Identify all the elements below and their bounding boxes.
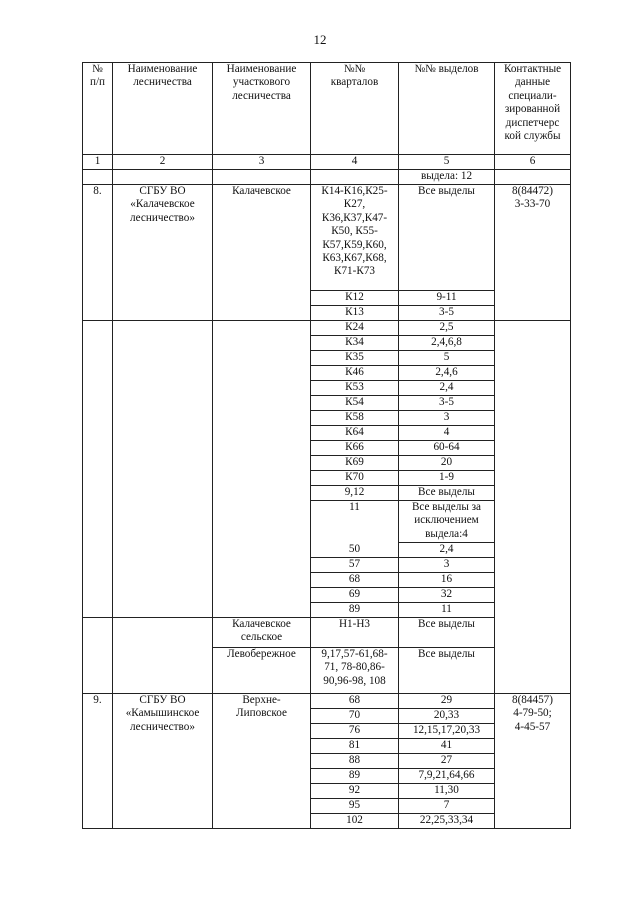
- vydel-cell: Все выделы: [399, 185, 495, 291]
- blank-cell: [83, 321, 113, 618]
- vydel-cell: 16: [399, 573, 495, 588]
- vydel-cell: Все выделы за исключением выдела:4: [399, 501, 495, 543]
- page-number: 12: [313, 32, 327, 47]
- vydel-cell: 11,30: [399, 784, 495, 799]
- quarter-cell: 70: [311, 709, 399, 724]
- vydel-cell: 12,15,17,20,33: [399, 724, 495, 739]
- vydel-cell: 29: [399, 694, 495, 709]
- vydel-cell: 20,33: [399, 709, 495, 724]
- contact-info: 8(84472) 3-33-70: [495, 185, 571, 321]
- vydel-cell: 60-64: [399, 441, 495, 456]
- quarter-cell: К69: [311, 456, 399, 471]
- quarter-cell: Н1-Н3: [311, 618, 399, 648]
- vydel-cell: 7: [399, 799, 495, 814]
- quarter-cell: 9,12: [311, 486, 399, 501]
- header-contacts: Контактные данные специали- зированной диспетчерс кой службы: [495, 63, 571, 155]
- blank-cell: [113, 618, 213, 694]
- blank-cell: [83, 618, 113, 694]
- vydel-cell: 11: [399, 603, 495, 618]
- col-number: 3: [213, 155, 311, 170]
- quarter-cell: 88: [311, 754, 399, 769]
- col-number: 2: [113, 155, 213, 170]
- entry-number: 9.: [83, 694, 113, 829]
- vydel-cell: 2,4: [399, 543, 495, 558]
- vydel-cell: Все выделы: [399, 618, 495, 648]
- quarter-cell: 76: [311, 724, 399, 739]
- header-forestry: Наименование лесничества: [113, 63, 213, 155]
- vydel-cell: 20: [399, 456, 495, 471]
- col-number: 5: [399, 155, 495, 170]
- carry-over-text: выдела: 12: [399, 170, 495, 185]
- vydel-cell: 7,9,21,64,66: [399, 769, 495, 784]
- quarter-cell: К24: [311, 321, 399, 336]
- header-num: № п/п: [83, 63, 113, 155]
- col-number: 1: [83, 155, 113, 170]
- forestry-name: СГБУ ВО «Калачевское лесничество»: [113, 185, 213, 321]
- quarter-cell: К35: [311, 351, 399, 366]
- vydel-cell: 27: [399, 754, 495, 769]
- vydel-cell: 5: [399, 351, 495, 366]
- vydel-cell: 2,4,6: [399, 366, 495, 381]
- vydel-cell: Все выделы: [399, 648, 495, 694]
- quarter-cell: К66: [311, 441, 399, 456]
- district-name: Верхне- Липовское: [213, 694, 311, 829]
- header-vydels: №№ выделов: [399, 63, 495, 155]
- quarter-cell: К54: [311, 396, 399, 411]
- vydel-cell: 2,4,6,8: [399, 336, 495, 351]
- vydel-cell: 3-5: [399, 306, 495, 321]
- quarter-cell: 57: [311, 558, 399, 573]
- vydel-cell: 41: [399, 739, 495, 754]
- header-district: Наименование участкового лесничества: [213, 63, 311, 155]
- entry-number: 8.: [83, 185, 113, 321]
- header-row: [83, 63, 571, 155]
- quarter-cell: 69: [311, 588, 399, 603]
- district-name: Левобережное: [213, 648, 311, 694]
- quarter-cell: 68: [311, 694, 399, 709]
- contact-info: 8(84457) 4-79-50; 4-45-57: [495, 694, 571, 829]
- quarter-cell: К34: [311, 336, 399, 351]
- quarter-cell: 9,17,57-61,68- 71, 78-80,86- 90,96-98, 108: [311, 648, 399, 694]
- blank-cell: [113, 321, 213, 618]
- blank-cell: [213, 321, 311, 618]
- vydel-cell: 3: [399, 411, 495, 426]
- quarter-cell: 89: [311, 769, 399, 784]
- vydel-cell: 4: [399, 426, 495, 441]
- district-name: Калачевское: [213, 185, 311, 321]
- vydel-cell: 32: [399, 588, 495, 603]
- quarter-cell: К14-К16,К25- К27, К36,К37,К47- К50, К55- К57,К59,К60, К63,К67,К68, К71-К73: [311, 185, 399, 291]
- vydel-cell: 9-11: [399, 291, 495, 306]
- entry-9: [83, 694, 571, 829]
- vydel-cell: 22,25,33,34: [399, 814, 495, 829]
- quarter-cell: 50: [311, 543, 399, 558]
- quarter-cell: 81: [311, 739, 399, 754]
- quarter-cell: 11: [311, 501, 399, 543]
- quarter-cell: 89: [311, 603, 399, 618]
- quarter-cell: 95: [311, 799, 399, 814]
- entry-8: [83, 185, 571, 694]
- vydel-cell: 3: [399, 558, 495, 573]
- quarter-cell: 102: [311, 814, 399, 829]
- vydel-cell: Все выделы: [399, 486, 495, 501]
- carry-over-row: [83, 170, 571, 185]
- forestry-table: [82, 62, 571, 829]
- quarter-cell: К64: [311, 426, 399, 441]
- quarter-cell: К70: [311, 471, 399, 486]
- quarter-cell: К13: [311, 306, 399, 321]
- vydel-cell: 2,5: [399, 321, 495, 336]
- quarter-cell: К46: [311, 366, 399, 381]
- col-number: 6: [495, 155, 571, 170]
- vydel-cell: 2,4: [399, 381, 495, 396]
- col-number: 4: [311, 155, 399, 170]
- vydel-cell: 1-9: [399, 471, 495, 486]
- quarter-cell: К58: [311, 411, 399, 426]
- quarter-cell: К12: [311, 291, 399, 306]
- header-quarters: №№ кварталов: [311, 63, 399, 155]
- vydel-cell: 3-5: [399, 396, 495, 411]
- blank-cell: [495, 321, 571, 694]
- quarter-cell: 68: [311, 573, 399, 588]
- quarter-cell: К53: [311, 381, 399, 396]
- district-name: Калачевское сельское: [213, 618, 311, 648]
- forestry-name: СГБУ ВО «Камышинское лесничество»: [113, 694, 213, 829]
- col-number-row: [83, 155, 571, 170]
- quarter-cell: 92: [311, 784, 399, 799]
